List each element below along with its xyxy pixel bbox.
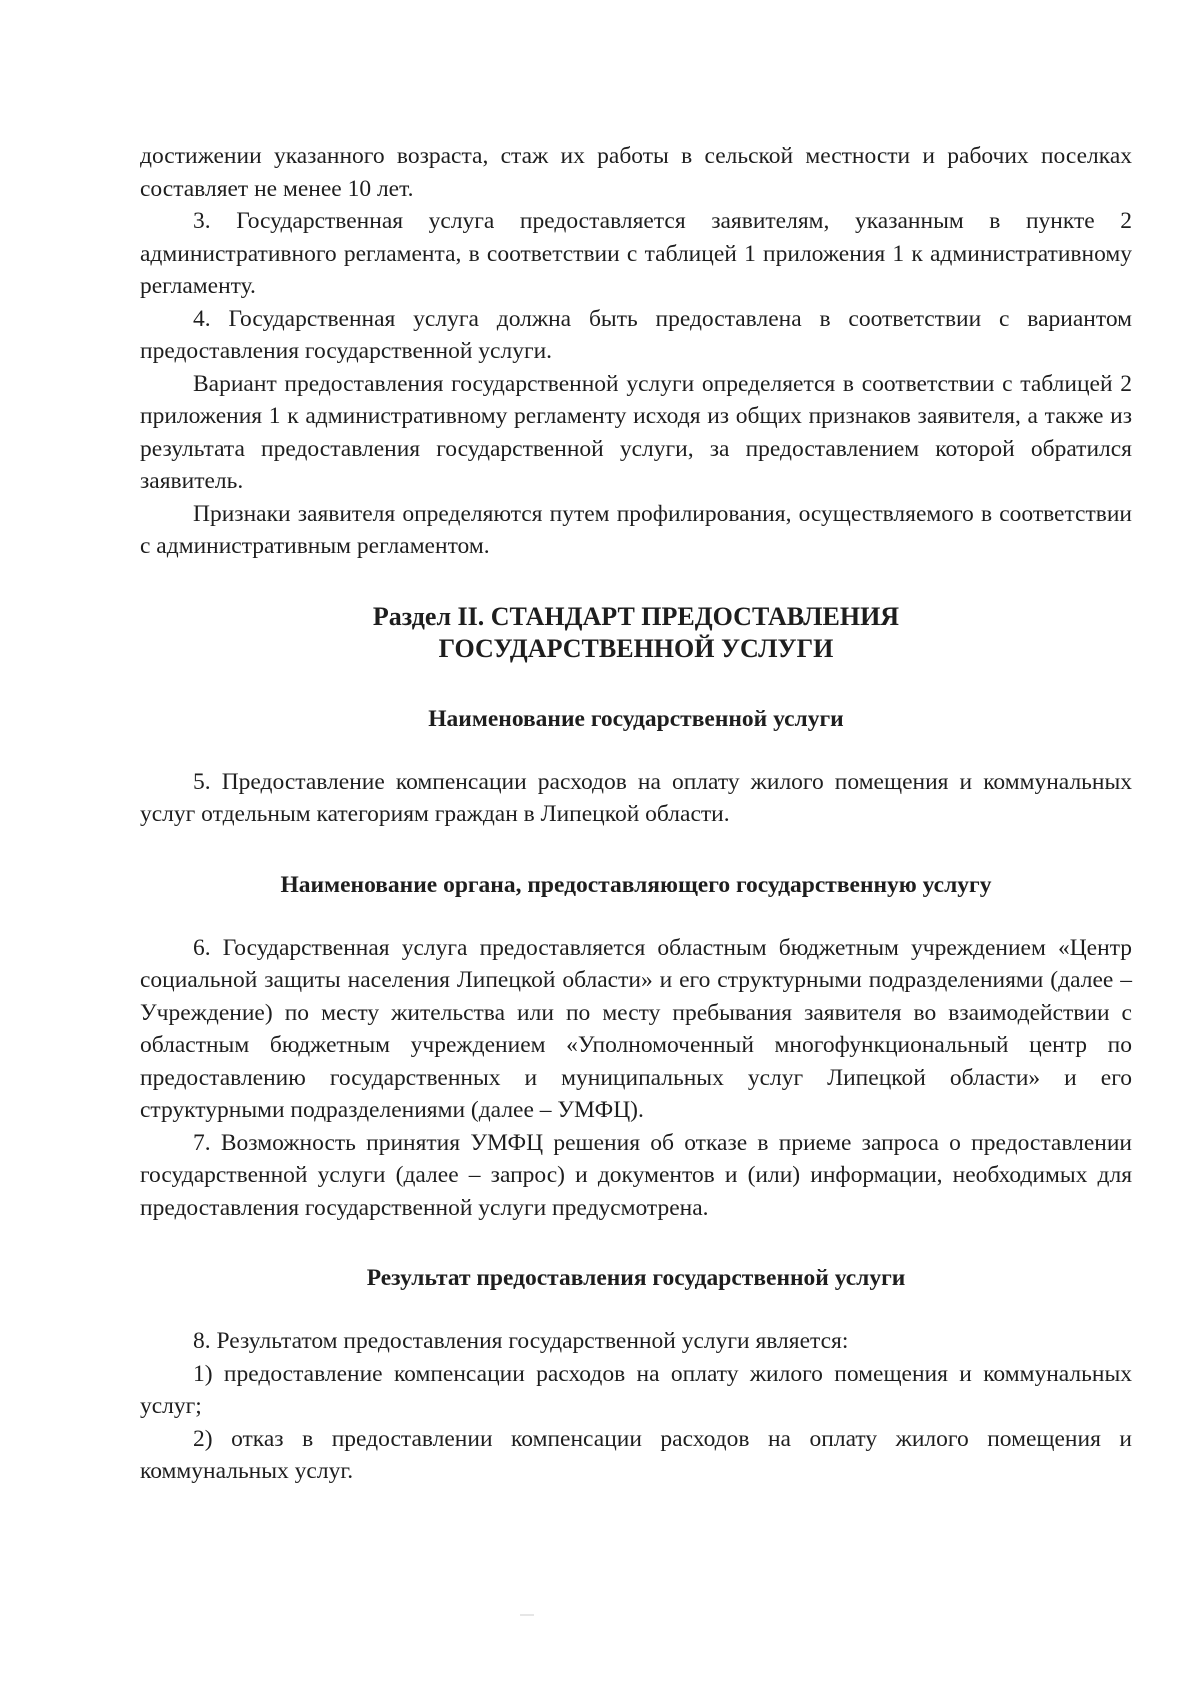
section-title (140, 601, 1132, 665)
paragraph-item-4: 4. Государственная услуга должна быть предоставлена в соответствии с вариантом предоставления государственной услуги. (140, 305, 1132, 364)
section-title-line-2: ГОСУДАРСТВЕННОЙ УСЛУГИ (438, 633, 834, 663)
paragraph-result-2: 2) отказ в предоставлении компенсации расходов на оплату жилого помещения и коммунальных услуг. (140, 1425, 1132, 1484)
heading-service-name: Наименование государственной услуги (428, 705, 844, 732)
paragraph-variant: Вариант предоставления государственной услуги определяется в соответствии с таблицей 2 приложения 1 к административному регламенту исходя из общих признаков заявителя, а также из результата предоставления государственной услуги, за предоставлением которой обратился заявитель. (140, 370, 1132, 494)
paragraph-result-1: 1) предоставление компенсации расходов на оплату жилого помещения и коммунальных услуг; (140, 1360, 1132, 1419)
heading-authority: Наименование органа, предоставляющего государственную услугу (280, 871, 992, 898)
section-title-line-1: Раздел II. СТАНДАРТ ПРЕДОСТАВЛЕНИЯ (372, 601, 900, 631)
paragraph-item-7: 7. Возможность принятия УМФЦ решения об отказе в приеме запроса о предоставлении государственной услуги (далее – запрос) и документов и (или) информации, необходимых для предоставления государственной услуги предусмотрена. (140, 1129, 1132, 1221)
heading-result: Результат предоставления государственной услуги (366, 1265, 906, 1291)
paragraph-signs: Признаки заявителя определяются путем профилирования, осуществляемого в соответствии с административным регламентом. (140, 500, 1132, 559)
paragraph-item-6: 6. Государственная услуга предоставляется областным бюджетным учреждением «Центр социальной защиты населения Липецкой области» и его структурными подразделениями (далее – Учреждение) по месту жительства или по месту пребывания заявителя во взаимодействии с областным бюджетным учреждением «Уполномоченный многофункциональный центр по предоставлению государственных и муниципальных услуг Липецкой области» и его структурными подразделениями (далее – УМФЦ). (140, 934, 1132, 1123)
scan-artifact (520, 1614, 534, 1616)
document-body (140, 140, 1132, 1488)
paragraph-continuation: достижении указанного возраста, стаж их работы в сельской местности и рабочих поселках составляет не менее 10 лет. (140, 143, 1132, 202)
paragraph-item-3: 3. Государственная услуга предоставляется заявителям, указанным в пункте 2 административного регламента, в соответствии с таблицей 1 приложения 1 к административному регламенту. (140, 208, 1132, 299)
paragraph-item-5: 5. Предоставление компенсации расходов на оплату жилого помещения и коммунальных услуг отдельным категориям граждан в Липецкой области. (140, 768, 1132, 827)
paragraph-item-8: 8. Результатом предоставления государственной услуги является: (193, 1328, 849, 1354)
